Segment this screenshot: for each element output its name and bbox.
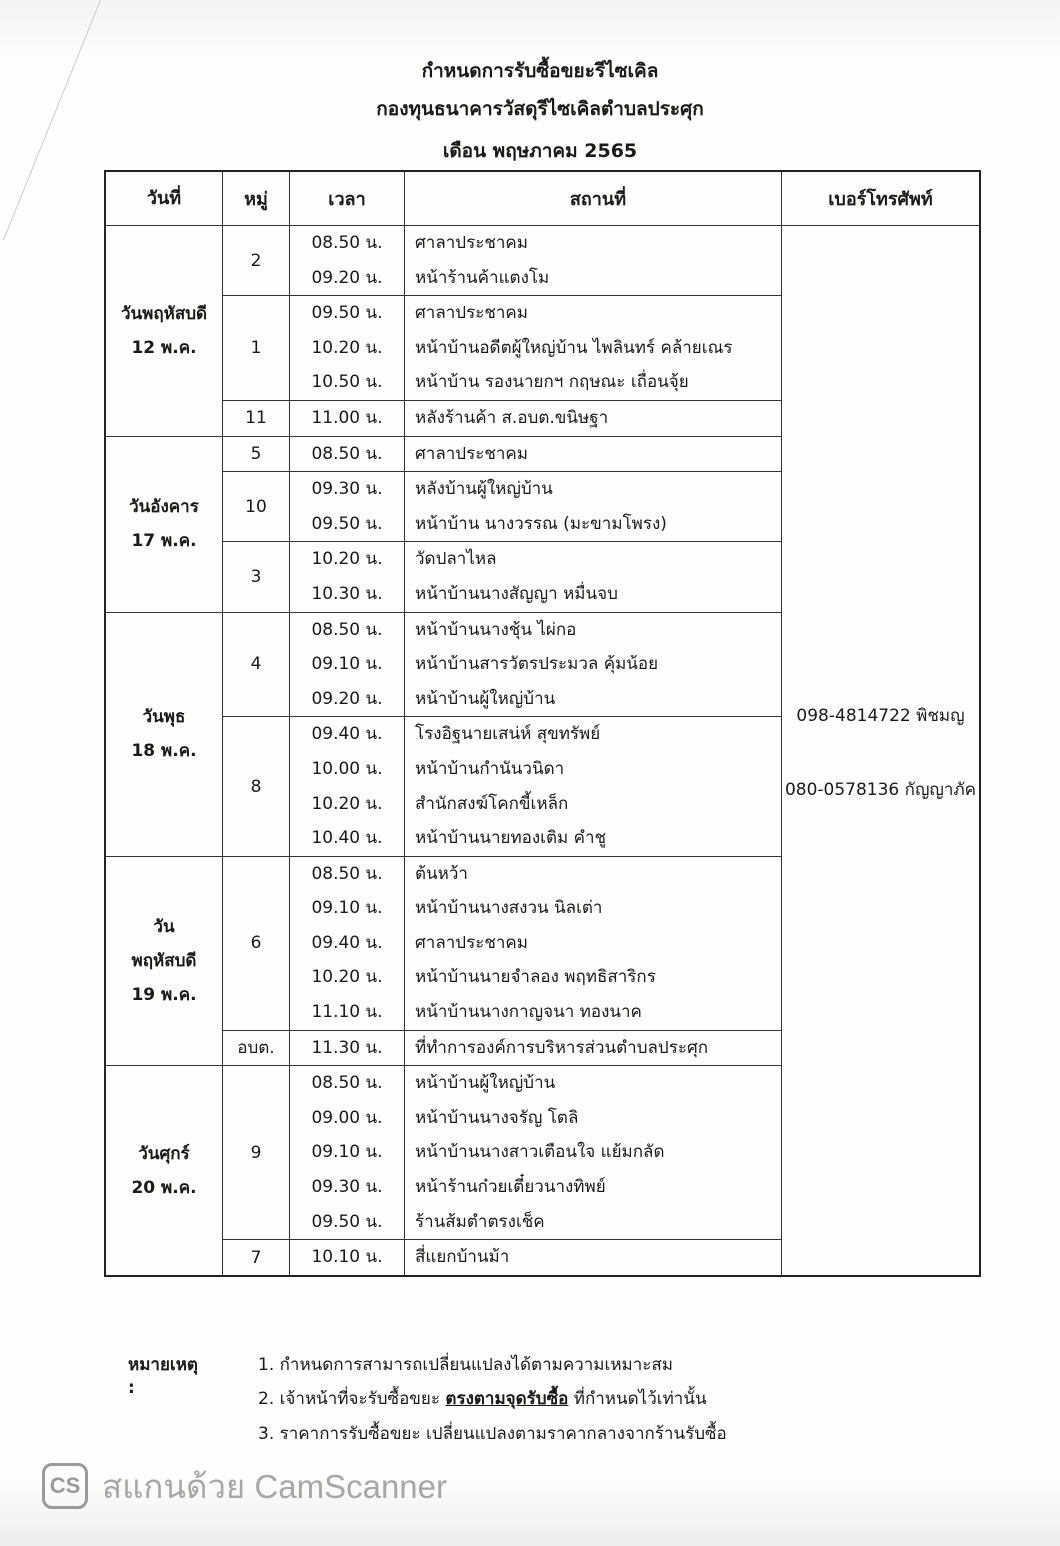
place-entry: หน้าบ้านนายทองเติม คำชู	[415, 828, 607, 849]
place-entry: หน้าบ้านอดีตผู้ใหญ่บ้าน ไพลินทร์ คล้ายเณร	[415, 337, 733, 358]
time-entry: 09.10 น.	[311, 1142, 383, 1163]
time-entry: 09.10 น.	[311, 898, 383, 919]
document-title: กำหนดการรับซื้อขยะรีไซเคิล	[421, 60, 659, 82]
place-cell	[405, 856, 782, 1030]
village-number: 1	[223, 296, 290, 401]
camscanner-watermark	[42, 1461, 447, 1511]
time-cell	[290, 856, 405, 1030]
phone-cell	[782, 226, 981, 1276]
village-number: อบต.	[223, 1030, 290, 1066]
day-date: 12 พ.ค.	[131, 337, 197, 358]
document-subtitle: กองทุนธนาคารวัสดุรีไซเคิลตำบลประศุก	[376, 98, 704, 120]
village-number: 9	[223, 1066, 290, 1240]
time-entry: 09.50 น.	[311, 303, 383, 324]
place-entry: หน้าบ้านนางกาญจนา ทองนาค	[415, 1002, 642, 1023]
place-entry: หน้าบ้านนายจำลอง พฤทธิสาริกร	[415, 967, 656, 988]
village-number: 3	[223, 542, 290, 612]
time-entry: 10.50 น.	[311, 372, 383, 393]
place-cell	[405, 400, 782, 436]
place-entry: หน้าบ้านผู้ใหญ่บ้าน	[415, 688, 556, 709]
time-cell	[290, 226, 405, 296]
place-entry: ต้นหว้า	[415, 863, 468, 884]
time-entry: 10.20 น.	[311, 549, 383, 570]
place-entry: สำนักสงฆ์โคกขี้เหล็ก	[415, 793, 569, 814]
day-date: 17 พ.ค.	[131, 531, 197, 552]
time-entry: 09.30 น.	[311, 479, 383, 500]
time-cell	[290, 400, 405, 436]
day-cell	[105, 1066, 223, 1276]
day-cell	[105, 856, 223, 1066]
place-cell	[405, 1240, 782, 1276]
place-entry: โรงอิฐนายเสน่ห์ สุขทรัพย์	[415, 724, 601, 745]
phone-number: 098-4814722 พิชมญ	[796, 706, 965, 727]
time-cell	[290, 472, 405, 542]
place-cell	[405, 612, 782, 717]
village-number: 4	[223, 612, 290, 717]
place-entry: หลังบ้านผู้ใหญ่บ้าน	[415, 479, 553, 500]
place-entry: หน้าบ้าน นางวรรณ (มะขามโพรง)	[415, 513, 667, 534]
time-entry: 09.50 น.	[311, 513, 383, 534]
note-item-2	[258, 1385, 707, 1412]
notes-label: หมายเหตุ :	[128, 1355, 198, 1398]
place-entry: ที่ทำการองค์การบริหารส่วนตำบลประศุก	[415, 1037, 709, 1058]
place-entry: หน้าบ้านกำนันวนิดา	[415, 758, 565, 779]
phone-number: 080-0578136 กัญญาภัค	[784, 780, 977, 801]
table-row	[105, 226, 980, 296]
place-entry: ศาลาประชาคม	[415, 932, 529, 953]
header-village: หมู่	[223, 171, 290, 226]
place-cell	[405, 436, 782, 472]
schedule-table	[104, 170, 981, 1277]
place-cell	[405, 542, 782, 612]
place-cell	[405, 296, 782, 401]
time-entry: 08.50 น.	[311, 443, 383, 464]
day-name: วัน พฤหัสบดี	[131, 916, 197, 971]
camscanner-logo-icon: CS	[42, 1463, 88, 1509]
day-date: 20 พ.ค.	[131, 1177, 197, 1198]
day-date: 18 พ.ค.	[131, 741, 197, 762]
time-entry: 09.20 น.	[311, 688, 383, 709]
place-entry: หลังร้านค้า ส.อบต.ขนิษฐา	[415, 407, 609, 428]
place-entry: หน้าร้านค้าแตงโม	[415, 267, 550, 288]
place-entry: ศาลาประชาคม	[415, 443, 529, 464]
time-entry: 11.10 น.	[311, 1002, 383, 1023]
time-entry: 10.00 น.	[311, 758, 383, 779]
table-header-row	[105, 171, 980, 226]
note-item-1: 1. กำหนดการสามารถเปลี่ยนแปลงได้ตามความเหมาะสม	[258, 1355, 673, 1375]
time-entry: 08.50 น.	[311, 233, 383, 253]
schedule-body	[105, 226, 980, 1276]
village-number: 10	[223, 472, 290, 542]
time-entry: 08.50 น.	[311, 863, 383, 884]
time-entry: 09.30 น.	[311, 1177, 383, 1198]
place-entry: หน้าบ้านนางจรัญ โตลิ	[415, 1107, 579, 1128]
time-cell	[290, 296, 405, 401]
time-entry: 08.50 น.	[311, 619, 383, 640]
note-item-3: 3. ราคาการรับซื้อขยะ เปลี่ยนแปลงตามราคากลางจากร้านรับซื้อ	[258, 1424, 727, 1444]
header-phone: เบอร์โทรศัพท์	[782, 171, 981, 226]
place-cell	[405, 472, 782, 542]
header-date: วันที่	[105, 171, 223, 226]
time-entry: 10.10 น.	[311, 1247, 383, 1268]
place-entry: ร้านส้มตำตรงเช็ค	[415, 1211, 545, 1232]
village-number: 8	[223, 717, 290, 856]
time-entry: 09.40 น.	[311, 724, 383, 745]
watermark-text: สแกนด้วย CamScanner	[102, 1467, 448, 1505]
place-entry: หน้าบ้านนางสาวเตือนใจ แย้มกลัด	[415, 1142, 665, 1163]
day-name: วันอังคาร	[129, 497, 199, 518]
time-entry: 09.10 น.	[311, 654, 383, 675]
day-name: วันศุกร์	[138, 1143, 190, 1164]
village-number: 7	[223, 1240, 290, 1276]
day-date: 19 พ.ค.	[131, 984, 197, 1005]
time-cell	[290, 717, 405, 856]
place-entry: หน้าบ้านนางสงวน นิลเต่า	[415, 898, 603, 919]
day-cell	[105, 612, 223, 856]
village-number: 11	[223, 400, 290, 436]
time-cell	[290, 436, 405, 472]
place-cell	[405, 717, 782, 856]
village-number: 2	[223, 226, 290, 296]
time-entry: 08.50 น.	[311, 1073, 383, 1094]
document-month: เดือน พฤษภาคม 2565	[442, 140, 638, 162]
note-item-2-text-b: ที่กำหนดไว้เท่านั้น	[568, 1389, 707, 1409]
place-entry: หน้าร้านก๋วยเตี๋ยวนางทิพย์	[415, 1177, 606, 1198]
place-entry: ศาลาประชาคม	[415, 233, 529, 253]
note-item-2-text-a: 2. เจ้าหน้าที่จะรับซื้อขยะ	[258, 1389, 446, 1409]
day-cell	[105, 226, 223, 437]
time-entry: 10.20 น.	[311, 793, 383, 814]
time-entry: 09.20 น.	[311, 267, 383, 288]
place-entry: หน้าบ้านนางชุ้น ไผ่กอ	[415, 619, 577, 640]
time-cell	[290, 1030, 405, 1066]
place-entry: วัดปลาไหล	[415, 549, 497, 570]
day-name: วันพุธ	[142, 707, 186, 728]
place-cell	[405, 1030, 782, 1066]
place-cell	[405, 226, 782, 296]
village-number: 5	[223, 436, 290, 472]
header-time: เวลา	[290, 171, 405, 226]
time-entry: 09.50 น.	[311, 1211, 383, 1232]
time-cell	[290, 1240, 405, 1276]
time-entry: 11.30 น.	[311, 1037, 383, 1058]
time-entry: 10.30 น.	[311, 583, 383, 604]
time-entry: 10.20 น.	[311, 337, 383, 358]
time-entry: 10.40 น.	[311, 828, 383, 849]
village-number: 6	[223, 856, 290, 1030]
place-entry: หน้าบ้าน รองนายกฯ กฤษณะ เถื่อนจุ้ย	[415, 372, 689, 393]
place-entry: หน้าบ้านนางสัญญา หมื่นจบ	[415, 583, 618, 604]
day-name: วันพฤหัสบดี	[120, 303, 208, 324]
time-entry: 09.40 น.	[311, 932, 383, 953]
place-entry: ศาลาประชาคม	[415, 303, 529, 324]
header-place: สถานที่	[405, 171, 782, 226]
place-cell	[405, 1066, 782, 1240]
note-item-2-emphasis: ตรงตามจุดรับซื้อ	[445, 1389, 569, 1409]
time-cell	[290, 612, 405, 717]
time-entry: 09.00 น.	[311, 1107, 383, 1128]
place-entry: สี่แยกบ้านม้า	[415, 1247, 510, 1268]
day-cell	[105, 436, 223, 612]
time-cell	[290, 542, 405, 612]
place-entry: หน้าบ้านสารวัตรประมวล คุ้มน้อย	[415, 654, 659, 675]
time-entry: 11.00 น.	[311, 407, 383, 428]
time-entry: 10.20 น.	[311, 967, 383, 988]
place-entry: หน้าบ้านผู้ใหญ่บ้าน	[415, 1073, 556, 1094]
time-cell	[290, 1066, 405, 1240]
